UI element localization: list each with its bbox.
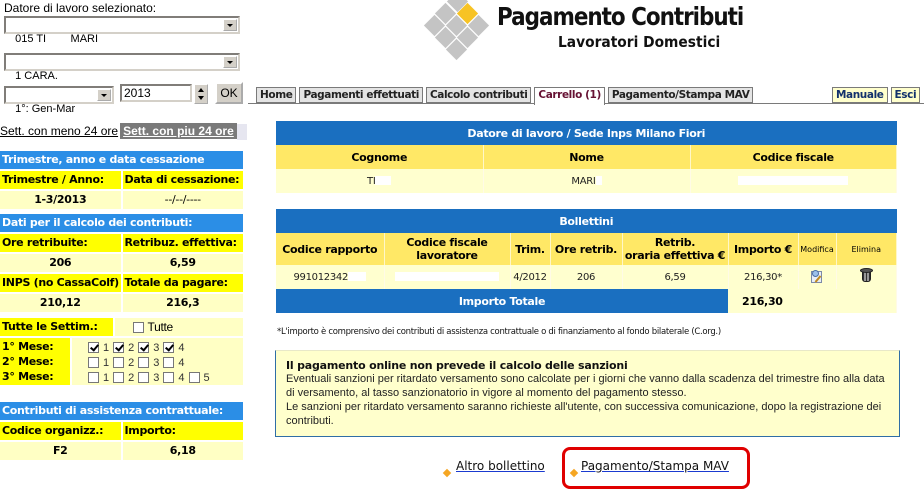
logo-title: Pagamento Contributi	[497, 2, 744, 31]
datore-select[interactable]	[4, 16, 240, 45]
notice-title: Il pagamento online non prevede il calcolo delle sanzioni	[286, 359, 628, 372]
value-codice-organizzazione: F2	[0, 442, 121, 460]
value-data-cessazione: --/--/----	[123, 191, 244, 209]
datore-select-value: 015 TI MARI	[15, 33, 99, 45]
redacted	[738, 176, 848, 185]
weeks-row-mese-3: 1 2 3 4 5	[88, 370, 243, 385]
chevron-down-icon[interactable]	[223, 56, 237, 68]
value-inps: 210,12	[0, 294, 121, 312]
spinner-up-icon[interactable]	[198, 88, 204, 92]
weeks-selector	[0, 338, 243, 385]
redacted	[348, 272, 366, 281]
tab-pagamenti-effettuati[interactable]: Pagamenti effettuati	[299, 87, 423, 103]
label-totale-da-pagare: Totale da pagare:	[123, 274, 244, 292]
value-importo: 6,18	[123, 442, 244, 460]
label-mese-2: 2° Mese:	[2, 355, 54, 368]
label-tutte-le-settimane: Tutte le Settim.:	[0, 318, 113, 336]
tab-manuale[interactable]: Manuale	[832, 87, 888, 103]
col-modifica: Modifica	[798, 233, 836, 265]
col-nome: Nome	[483, 145, 690, 169]
col-cognome: Cognome	[276, 145, 483, 169]
bullet-diamond-icon	[443, 469, 451, 477]
cell-codice-fiscale	[690, 169, 897, 193]
altro-bollettino-link[interactable]: Altro bollettino	[456, 459, 545, 473]
week-checkbox[interactable]	[189, 372, 200, 383]
label-inps: INPS (no CassaColf)	[0, 274, 121, 292]
value-trimestre-anno: 1-3/2013	[0, 191, 121, 209]
week-checkbox[interactable]	[113, 357, 124, 368]
week-checkbox[interactable]	[163, 372, 174, 383]
week-checkbox[interactable]	[88, 342, 99, 353]
label-mese-1: 1° Mese:	[2, 340, 54, 353]
tab-calcolo-contributi[interactable]: Calcolo contributi	[426, 87, 531, 103]
section-title: Dati per il calcolo dei contributi:	[0, 214, 243, 232]
col-codice-rapporto: Codice rapporto	[276, 233, 384, 265]
col-retrib-oraria: Retrib. oraria effettiva €	[622, 233, 728, 265]
label-ore-retribuite: Ore retribuite:	[0, 234, 121, 252]
redacted	[596, 176, 602, 185]
highlight-annotation	[562, 447, 750, 489]
value-ore-retribuite: 206	[0, 254, 121, 272]
notice-line-2: Le sanzioni per ritardato versamento saranno richieste all'utente, con successiva comunicazione, dopo la registrazione dei contributi.	[286, 401, 882, 427]
trimestre-select-value: 1°: Gen-Mar	[15, 103, 76, 115]
label-retribuzione-effettiva: Retribuz. effettiva:	[123, 234, 244, 252]
spinner-down-icon[interactable]	[198, 96, 204, 100]
sanzioni-notice	[275, 350, 900, 437]
ok-button[interactable]: OK	[215, 82, 243, 104]
label-importo: Importo:	[123, 422, 244, 440]
tutte-checkbox[interactable]	[133, 322, 144, 333]
week-checkbox[interactable]	[113, 372, 124, 383]
value-totale-da-pagare: 216,3	[123, 294, 244, 312]
year-spinner[interactable]	[194, 84, 208, 104]
week-checkbox[interactable]	[113, 342, 124, 353]
tab-esci[interactable]: Esci	[891, 87, 921, 103]
week-checkbox[interactable]	[88, 372, 99, 383]
link-sett-piu-24[interactable]: Sett. con piu 24 ore	[120, 123, 237, 139]
section-title: Contributi di assistenza contrattuale:	[0, 402, 243, 420]
bollettini-table-title: Bollettini	[276, 209, 897, 233]
redacted	[395, 272, 499, 281]
week-checkbox[interactable]	[163, 342, 174, 353]
weeks-row-mese-1: 1 2 3 4	[88, 340, 243, 355]
col-ore-retrib: Ore retrib.	[550, 233, 622, 265]
worker-select[interactable]	[4, 53, 240, 82]
col-elimina: Elimina	[836, 233, 897, 265]
redacted	[375, 176, 391, 185]
chevron-down-icon[interactable]	[223, 19, 237, 31]
elimina-button[interactable]	[836, 265, 897, 289]
section-assistenza-contrattuale	[0, 402, 243, 460]
main-tabs	[256, 87, 753, 105]
worker-select-value: 1 CARA.	[15, 70, 58, 82]
bollettini-table	[276, 209, 897, 313]
cell-nome: MARI	[483, 169, 690, 193]
label-trimestre-anno: Trimestre / Anno:	[0, 171, 121, 189]
value-retribuzione-effettiva: 6,59	[123, 254, 244, 272]
pagamento-stampa-mav-link[interactable]: Pagamento/Stampa MAV	[581, 459, 729, 473]
col-trim: Trim.	[510, 233, 550, 265]
tab-home[interactable]: Home	[256, 87, 296, 103]
cell-retrib: 6,59	[622, 265, 728, 289]
chevron-down-icon[interactable]	[97, 89, 111, 101]
col-importo: Importo €	[728, 233, 798, 265]
logo	[428, 0, 758, 56]
label-data-cessazione: Data di cessazione:	[123, 171, 244, 189]
label-mese-3: 3° Mese:	[2, 370, 54, 383]
cell-importo: 216,30*	[728, 265, 798, 289]
week-checkbox[interactable]	[138, 342, 149, 353]
footnote: *L'importo è comprensivo dei contributi di assistenza contrattuale o di finanziamento al fondo bilaterale (C.org.)	[277, 327, 721, 337]
notice-line-1: Eventuali sanzioni per ritardato versamento sono calcolate per i giorni che vanno dalla scadenza del trimestre fino alla data di versamento, al tasso sanzionatorio in vigore al momento del pagamento stesso.	[286, 373, 885, 399]
cell-cognome: TI	[276, 169, 483, 193]
week-checkbox[interactable]	[138, 357, 149, 368]
col-codice-fiscale: Codice fiscale	[690, 145, 897, 169]
edit-icon[interactable]	[810, 269, 824, 283]
datore-label: Datore di lavoro selezionato:	[4, 1, 157, 15]
importo-totale-label: Importo Totale	[276, 289, 728, 313]
employer-table	[276, 121, 897, 193]
tutte-checkbox-wrap[interactable]	[115, 318, 244, 336]
section-dati-calcolo	[0, 214, 243, 385]
year-input[interactable]: 2013	[120, 84, 192, 102]
weeks-row-mese-2: 1 2 3 4	[88, 355, 243, 370]
link-sett-meno-24[interactable]: Sett. con meno 24 ore	[0, 124, 119, 138]
cell-trim: 4/2012	[510, 265, 550, 289]
logo-subtitle: Lavoratori Domestici	[558, 33, 721, 51]
section-trimestre	[0, 151, 243, 209]
cell-codice-rapporto: 991012342	[276, 265, 384, 289]
cell-ore: 206	[550, 265, 622, 289]
settimane-switch	[0, 124, 247, 140]
tutte-checkbox-label: Tutte	[147, 320, 173, 334]
cell-codice-fiscale-lavoratore	[384, 265, 510, 289]
tab-pagamento-stampa-mav[interactable]: Pagamento/Stampa MAV	[608, 87, 754, 103]
table-row	[276, 265, 897, 289]
week-checkbox[interactable]	[163, 357, 174, 368]
importo-totale-value: 216,30	[728, 289, 798, 313]
label-codice-organizzazione: Codice organizz.:	[0, 422, 121, 440]
col-codice-fiscale-lavoratore: Codice fiscale lavoratore	[384, 233, 510, 265]
week-checkbox[interactable]	[138, 372, 149, 383]
section-title: Trimestre, anno e data cessazione	[0, 151, 243, 169]
tab-carrello[interactable]: Carrello (1)	[534, 87, 604, 105]
trimestre-select[interactable]	[4, 86, 114, 115]
utility-tabs	[832, 87, 920, 103]
week-checkbox[interactable]	[88, 357, 99, 368]
modifica-button[interactable]	[798, 265, 836, 289]
employer-table-title: Datore di lavoro / Sede Inps Milano Fiori	[276, 121, 897, 145]
trash-icon[interactable]	[860, 268, 873, 283]
